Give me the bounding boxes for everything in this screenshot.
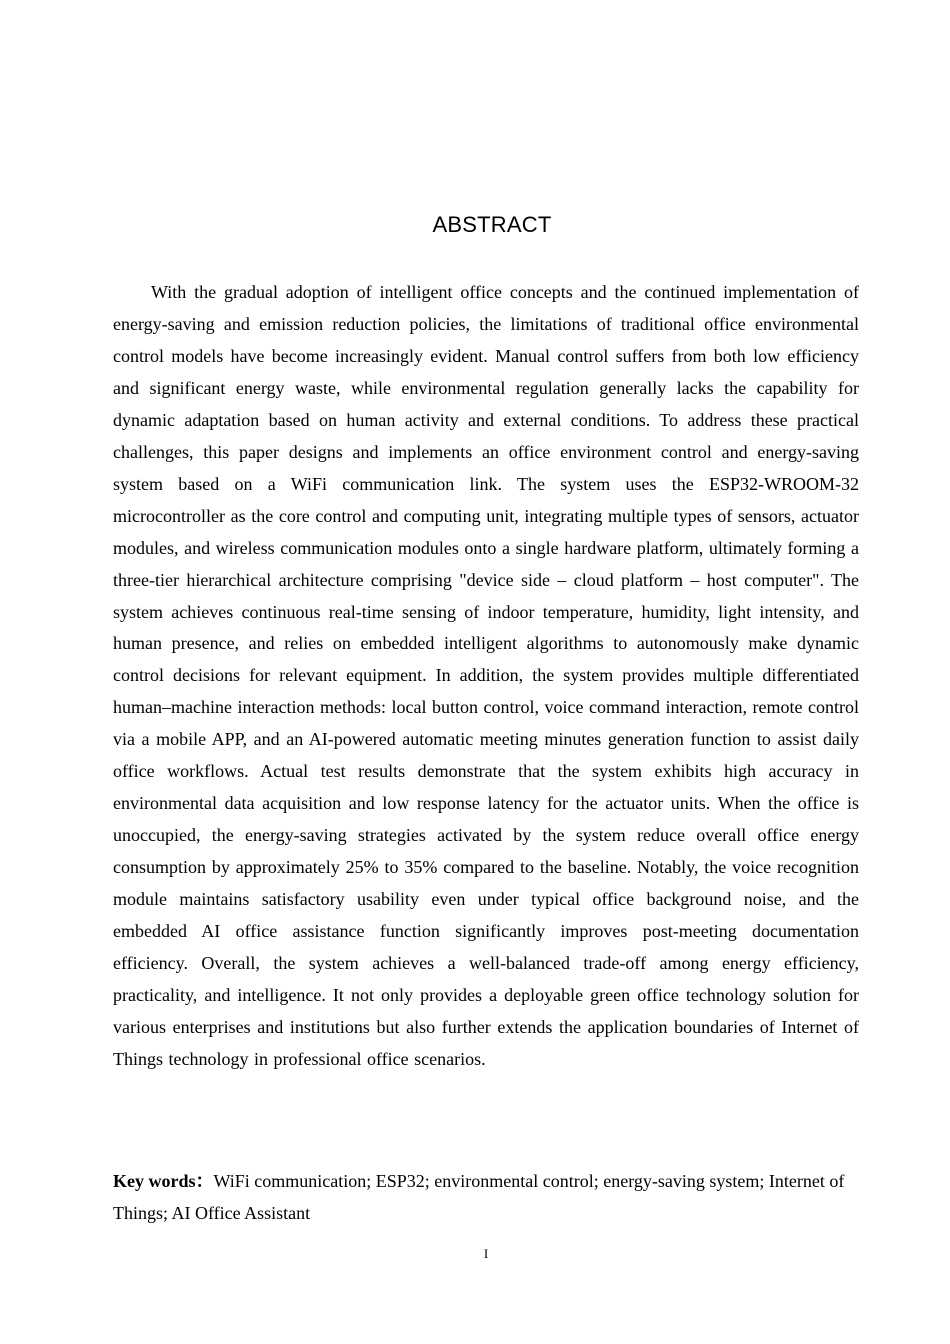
abstract-title: ABSTRACT (432, 212, 552, 237)
keywords-text: WiFi communication; ESP32; environmental control; energy-saving system; Internet of Things; AI Office Assistant (113, 1171, 845, 1223)
keywords-line (113, 1165, 859, 1229)
abstract-body: With the gradual adoption of intelligent office concepts and the continued implementation of energy-saving and emission reduction policies, the limitations of traditional office environmental control models have become increasingly evident. Manual control suffers from both low efficiency and significant energy waste, while environmental regulation generally lacks the capability for dynamic adaptation based on human activity and external conditions. To address these practical challenges, this paper designs and implements an office environment control and energy-saving system based on a WiFi communication link. The system uses the ESP32-WROOM-32 microcontroller as the core control and computing unit, integrating multiple types of sensors, actuator modules, and wireless communication modules onto a single hardware platform, ultimately forming a three-tier hierarchical architecture comprising "device side – cloud platform – host computer". The system achieves continuous real-time sensing of indoor temperature, humidity, light intensity, and human presence, and relies on embedded intelligent algorithms to autonomously make dynamic control decisions for relevant equipment. In addition, the system provides multiple differentiated human–machine interaction methods: local button control, voice command interaction, remote control via a mobile APP, and an AI-powered automatic meeting minutes generation function to assist daily office workflows. Actual test results demonstrate that the system exhibits high accuracy in environmental data acquisition and low response latency for the actuator units. When the office is unoccupied, the energy-saving strategies activated by the system reduce overall office energy consumption by approximately 25% to 35% compared to the baseline. Notably, the voice recognition module maintains satisfactory usability even under typical office background noise, and the embedded AI office assistance function significantly improves post-meeting documentation efficiency. Overall, the system achieves a well-balanced trade-off among energy efficiency, practicality, and intelligence. It not only provides a deployable green office technology solution for various enterprises and institutions but also further extends the application boundaries of Internet of Things technology in professional office scenarios. (113, 282, 859, 1069)
page-number: I (483, 1246, 489, 1261)
keywords-label: Key words： (113, 1171, 214, 1191)
